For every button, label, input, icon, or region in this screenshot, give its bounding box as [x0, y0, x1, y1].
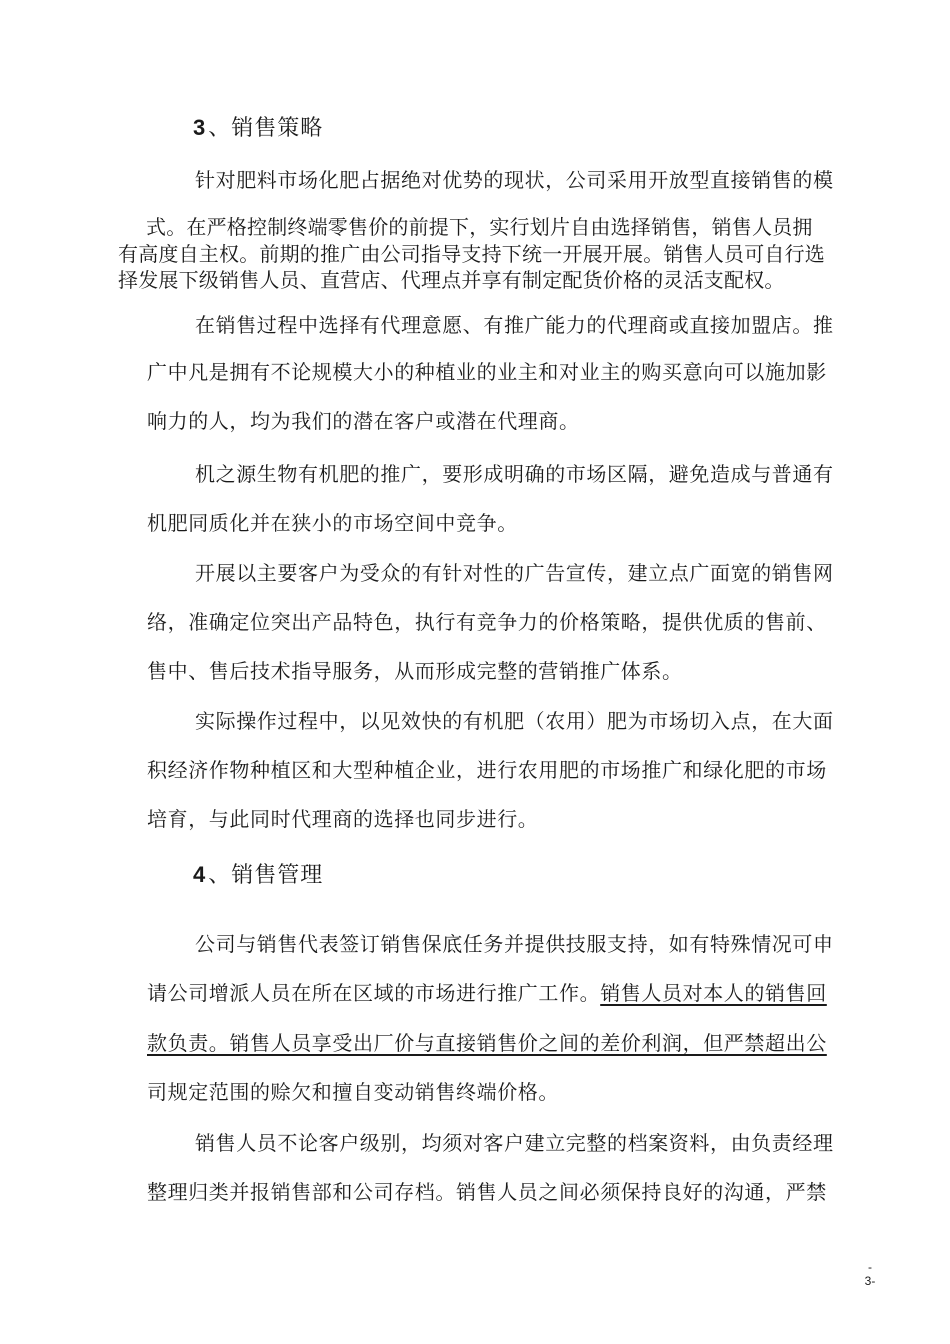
s3-p2-line-2: 广中凡是拥有不论规模大小的种植业的业主和对业主的购买意向可以施加影 [147, 360, 827, 384]
section-4-heading [193, 858, 323, 889]
s3-p1-line-1: 针对肥料市场化肥占据绝对优势的现状，公司采用开放型直接销售的模 [195, 168, 834, 192]
s4-p1-line-4: 司规定范围的赊欠和擅自变动销售终端价格。 [147, 1080, 559, 1104]
s3-p4-line-1: 开展以主要客户为受众的有针对性的广告宣传，建立点广面宽的销售网 [195, 561, 834, 585]
s3-p4-line-3: 售中、售后技术指导服务，从而形成完整的营销推广体系。 [147, 659, 683, 683]
s3-p1-line-2: 式。在严格控制终端零售价的前提下，实行划片自由选择销售，销售人员拥 [146, 215, 813, 239]
s3-p5-line-1: 实际操作过程中，以见效快的有机肥（农用）肥为市场切入点，在大面 [195, 709, 834, 733]
s4-p1-line-2 [147, 977, 827, 1006]
section-3-title: 、销售策略 [208, 116, 324, 141]
s4-p2-line-2: 整理归类并报销售部和公司存档。销售人员之间必须保持良好的沟通，严禁 [147, 1180, 827, 1204]
s3-p5-line-3: 培育，与此同时代理商的选择也同步进行。 [147, 807, 539, 831]
section-4-number: 4 [193, 862, 207, 887]
page-number-label: 3- [864, 1274, 876, 1288]
s3-p5-line-2: 积经济作物种植区和大型种植企业，进行农用肥的市场推广和绿化肥的市场 [147, 758, 827, 782]
s4-p2-line-1: 销售人员不论客户级别，均须对客户建立完整的档案资料，由负责经理 [195, 1131, 834, 1155]
s3-p2-line-1: 在销售过程中选择有代理意愿、有推广能力的代理商或直接加盟店。推 [195, 313, 834, 337]
s3-p2-line-3: 响力的人，均为我们的潜在客户或潜在代理商。 [147, 409, 580, 433]
s4-p1-line-3: 款负责。销售人员享受出厂价与直接销售价之间的差价利润，但严禁超出公 [147, 1031, 827, 1055]
section-4-title: 、销售管理 [208, 863, 324, 888]
section-3-number: 3 [193, 115, 207, 140]
s3-p4-line-2: 络，准确定位突出产品特色，执行有竞争力的价格策略，提供优质的售前、 [147, 610, 827, 634]
s3-p3-line-2: 机肥同质化并在狭小的市场空间中竞争。 [147, 511, 518, 535]
section-3-heading [193, 111, 323, 142]
s4-p1-line-2-plain: 请公司增派人员在所在区域的市场进行推广工作。 [147, 981, 601, 1005]
page-number-dash: - [868, 1260, 872, 1274]
s4-p1-line-1: 公司与销售代表签订销售保底任务并提供技服支持，如有特殊情况可申 [195, 932, 834, 956]
s4-p1-line-2-underlined: 销售人员对本人的销售回 [600, 981, 827, 1005]
s3-p3-line-1: 机之源生物有机肥的推广，要形成明确的市场区隔，避免造成与普通有 [195, 462, 834, 486]
s3-p1-line-4: 择发展下级销售人员、直营店、代理点并享有制定配货价格的灵活支配权。 [118, 268, 785, 292]
s3-p1-line-3: 有高度自主权。前期的推广由公司指导支持下统一开展开展。销售人员可自行选 [118, 242, 825, 266]
page-number [858, 1260, 882, 1288]
